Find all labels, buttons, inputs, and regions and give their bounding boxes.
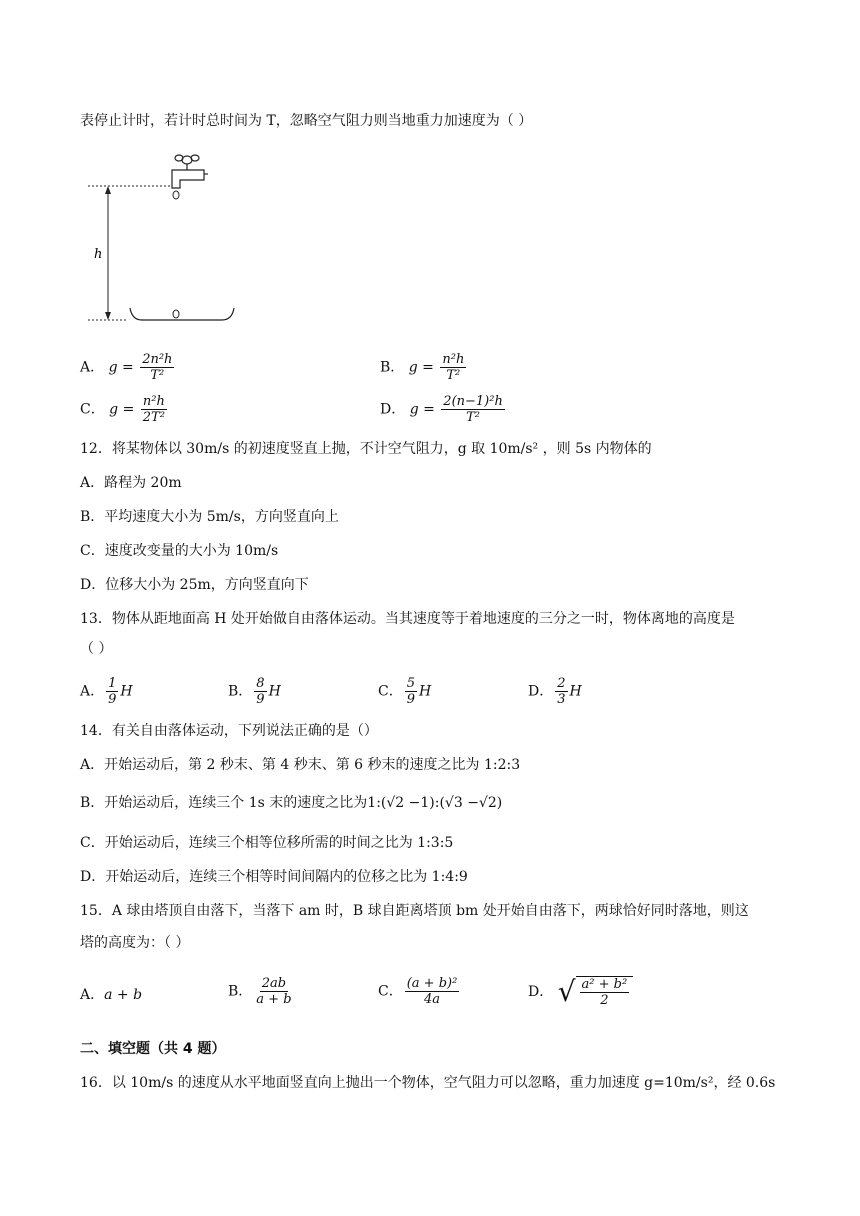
question-13-stem-blank: （ ） [80, 641, 113, 657]
q11-option-a: A． g = $\frac{\text{2n²h}}{\text{T²}}$ [80, 352, 173, 383]
q13-option-a: A． $\frac{1}{9}$ H [80, 676, 133, 707]
q15-option-b: B． $\frac{2ab}{a + b}$ [228, 976, 292, 1007]
question-15-stem: 15．A 球由塔顶自由落下，当落下 am 时，B 球自距离塔顶 bm 处开始自由落下，两球恰好同时落地，则这 [80, 903, 749, 919]
q14-option-b: B．开始运动后，连续三个 1s 末的速度之比为1:(√2 −1):(√3 −√2) [80, 795, 503, 811]
q15-option-a: A．a + b [80, 987, 143, 1003]
faucet-icon [172, 155, 208, 188]
q15-option-d: D． √ $\frac{\text{a² + b²}}{2}$ [528, 976, 633, 1008]
question-11-stem-continuation: 表停止计时，若计时总时间为 T，忽略空气阻力则当地重力加速度为（ ） [80, 113, 533, 129]
height-label: h [94, 247, 103, 262]
q13-option-d: D． $\frac{2}{3}$ H [528, 676, 582, 707]
q11-option-c: C． g = $\frac{\text{n²h}}{\text{2T²}}$ [80, 394, 165, 425]
q12-option-b: B．平均速度大小为 5m/s，方向竖直向上 [80, 509, 339, 525]
question-16-stem: 16．以 10m/s 的速度从水平地面竖直向上抛出一个物体，空气阻力可以忽略，重力加速度 g=10m/s²，经 0.6s [80, 1075, 776, 1091]
q11-option-d: D． g = $\frac{\text{2(n−1)²h}}{\text{T²}}$ [380, 394, 503, 425]
water-drop-icon [173, 191, 179, 199]
velocity-ratio-expression: 1:(√2 −1):(√3 −√2) [367, 795, 503, 811]
q14-option-a: A．开始运动后，第 2 秒末、第 4 秒末、第 6 秒末的速度之比为 1:2:3 [80, 757, 521, 773]
basin-icon [130, 308, 234, 320]
basin-drop-icon [173, 310, 179, 318]
q14-option-c: C．开始运动后，连续三个相等位移所需的时间之比为 1:3:5 [80, 835, 454, 851]
square-root-icon: √ $\frac{\text{a² + b²}}{2}$ [558, 976, 634, 1008]
q13-option-b: B． $\frac{8}{9}$ H [228, 676, 281, 707]
q11-option-b: B． g = $\frac{\text{n²h}}{\text{T²}}$ [380, 352, 465, 383]
question-14-stem: 14．有关自由落体运动，下列说法正确的是（） [80, 723, 378, 739]
q12-option-d: D．位移大小为 25m，方向竖直向下 [80, 577, 309, 593]
question-12-stem: 12．将某物体以 30m/s 的初速度竖直上抛，不计空气阻力，g 取 10m/s² ，则 5s 内物体的 [80, 441, 652, 457]
question-15-stem-cont: 塔的高度为：（ ） [80, 935, 190, 951]
q14-option-d: D．开始运动后，连续三个相等时间间隔内的位移之比为 1:4:9 [80, 869, 468, 885]
q12-option-c: C．速度改变量的大小为 10m/s [80, 543, 279, 559]
q15-option-c: C． $\frac{\text{(a + b)²}}{4a}$ [378, 976, 458, 1007]
section-heading-fill-in: 二、填空题（共 4 题） [80, 1041, 226, 1057]
faucet-drop-figure [80, 148, 250, 328]
question-13-stem: 13．物体从距地面高 H 处开始做自由落体运动。当其速度等于着地速度的三分之一时，物体离地的高度是 [80, 611, 735, 627]
q13-option-c: C． $\frac{5}{9}$ H [378, 676, 432, 707]
q12-option-a: A．路程为 20m [80, 475, 182, 491]
